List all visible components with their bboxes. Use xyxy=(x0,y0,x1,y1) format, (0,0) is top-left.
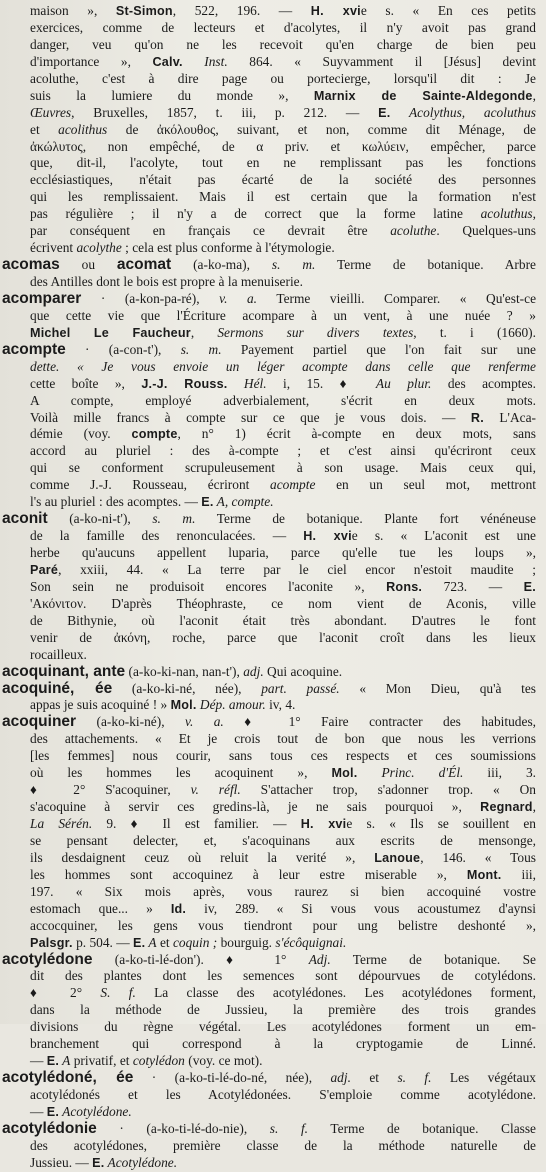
text-run: l's au pluriel : des acomptes. — xyxy=(30,494,202,510)
text-run: Hél. xyxy=(227,375,267,391)
text-run: acoluthus xyxy=(480,206,533,222)
citation-author: E. xyxy=(201,495,214,510)
text-run: ecclésiastiques, n'était pas écarté de la société des personnes xyxy=(30,172,536,188)
text-line xyxy=(30,155,536,172)
text-run: i, 15. ♦ xyxy=(266,375,376,391)
citation-author: E. xyxy=(92,1155,105,1170)
text-run: des Antilles dont le bois est propre à la menuiserie. xyxy=(30,274,303,289)
text-run: v. réfl. xyxy=(190,782,241,798)
text-run: adj. xyxy=(243,663,264,679)
text-run: venir de ἀκόνη, roche, parce que l'aconit croît dans les lieux xyxy=(30,629,536,645)
citation-author: Paré xyxy=(30,562,59,577)
text-run: des acomptes. xyxy=(431,375,536,391)
text-run: , n° 1) écrit à-compte en deux mots, sans xyxy=(177,426,537,442)
text-run: que, dit-il, l'acolyte, tout en ne remplissant pas les fonctions xyxy=(30,155,536,171)
text-run: Terme de botanique. Classe xyxy=(308,1120,536,1136)
text-line xyxy=(30,37,536,54)
text-run: démie (voy. xyxy=(30,426,132,442)
text-run: S. f. xyxy=(100,985,136,1001)
text-line xyxy=(30,1036,536,1053)
text-run: 197. « Six mois après, vous raurez si bien accoquiné vostre xyxy=(30,883,536,899)
text-run: (a-ko-ma), xyxy=(171,257,272,273)
text-run: 723. — xyxy=(422,578,524,594)
text-run: s'acoquine à servir ces gredins-là, je ne sais pourquoi », xyxy=(30,799,481,815)
text-run: coquin ; xyxy=(172,934,218,950)
text-run: (a-ko-ti-lé-don'). ♦ 1° xyxy=(92,951,309,967)
text-run: où les hommes les acoquinent », xyxy=(30,765,332,781)
citation-author: Mol. xyxy=(331,766,358,781)
text-line xyxy=(30,359,536,376)
text-run: s. m. xyxy=(152,511,196,527)
entry-headword-line xyxy=(2,1121,536,1138)
text-line xyxy=(30,1053,536,1070)
entry-headword-line xyxy=(2,291,536,308)
text-line xyxy=(30,782,536,799)
citation-author: Lanoue xyxy=(374,850,421,865)
text-run: s. m. xyxy=(180,341,222,357)
text-run: ἀκώλυτος, non empêché, de α priv. et κωλύειν, empêcher, parce xyxy=(30,138,536,154)
headword: acoquiné, ée xyxy=(2,679,113,697)
text-line xyxy=(30,731,536,748)
text-run: A, compte. xyxy=(213,494,274,510)
text-run: dette. « Je vous envoie un léger acompte dans celle que renferme xyxy=(30,358,536,374)
text-run: La classe des acotylédones. Les acotylédones forment, xyxy=(135,985,536,1001)
text-run: Terme de botanique. Plante fort vénéneuse xyxy=(195,511,536,527)
text-line xyxy=(30,477,536,494)
text-line xyxy=(30,816,536,833)
text-line xyxy=(30,426,536,443)
text-run: danger, veu qu'on ne les recevoit qu'en charge de bien peu xyxy=(30,36,536,52)
text-line xyxy=(30,748,536,765)
text-run: 'Ακόνιτον. D'après Théophraste, ce nom vient de Aconis, ville xyxy=(30,595,536,611)
text-run: · (a-ko-ti-lé-do-né, née), xyxy=(133,1070,331,1086)
text-run: v. a. xyxy=(219,290,258,306)
text-line xyxy=(30,1002,536,1019)
text-run: e s. « En ces petits xyxy=(360,3,537,18)
text-run: Acotylédone. xyxy=(59,1103,132,1119)
headword: acotylédoné, ée xyxy=(2,1069,134,1087)
headword: acoquiner xyxy=(2,713,77,731)
text-run: adj. xyxy=(330,1070,351,1086)
text-run: Terme de botanique. Se xyxy=(330,951,536,967)
text-run: , Bruxelles, 1857, t. iii, p. 212. — xyxy=(71,104,379,120)
text-run: iv, 4. xyxy=(265,697,296,713)
text-line xyxy=(30,1155,536,1172)
text-run: (a-ko-ki-nan, nan-t'), xyxy=(125,663,244,679)
text-run: Son sein ne produisoit encores l'aconite », xyxy=(30,578,387,594)
text-run: iii, xyxy=(501,866,536,882)
text-line xyxy=(30,833,536,850)
text-run: Dép. amour. xyxy=(196,697,266,713)
text-line xyxy=(30,376,536,393)
citation-author: compte xyxy=(131,427,178,442)
text-line xyxy=(30,206,536,223)
entry-headword-line xyxy=(2,257,536,274)
text-run: — xyxy=(30,1053,47,1069)
text-run: acoluthe, c'est à dire page ou portecierge, lorsqu'il dit : Je xyxy=(30,70,536,86)
text-run: Au plur. xyxy=(375,375,432,391)
citation-author: Michel Le Faucheur xyxy=(30,325,191,340)
headword: acomat xyxy=(116,256,172,274)
text-run: , 522, 196. — xyxy=(172,3,311,18)
text-run: · (a-ko-ti-lé-do-nie), xyxy=(96,1120,270,1136)
text-run: [les femmes] nous courir, sans tous ces respects et ces soumissions xyxy=(30,748,536,764)
text-run: les hommes sont accoquinez à leur estre miserable », xyxy=(30,866,467,882)
text-run: et xyxy=(156,934,173,950)
text-run: dit des plantes dont les semences sont dépourvues de cotylédons. xyxy=(30,968,536,984)
text-run: Voilà mille francs à compte sur ce que je vous dois. — xyxy=(30,409,471,425)
text-run: S'attacher trop, s'adonner trop. « On xyxy=(240,782,536,798)
text-run: · (a-con-t'), xyxy=(65,341,181,357)
text-line xyxy=(30,1138,536,1155)
text-line xyxy=(30,3,536,20)
text-run: La Sérén. xyxy=(30,816,93,831)
text-run: accord au pluriel : des à-compte ; et c'est ainsi qu'écriront ceux xyxy=(30,443,536,459)
text-run: A xyxy=(145,934,157,950)
text-run: des acotylédones, première classe de la méthode naturelle de xyxy=(30,1137,536,1153)
text-run: , xyxy=(532,206,536,222)
text-run: (a-ko-ni-t'), xyxy=(47,511,153,527)
text-line xyxy=(30,20,536,37)
text-run: herbe qu'aucuns appellent luparia, parce qu'elle tue les loups », xyxy=(30,545,536,560)
entry-headword-line xyxy=(2,952,536,969)
text-run: Princ. d'Él. xyxy=(357,765,464,781)
text-line xyxy=(30,460,536,477)
headword: acompte xyxy=(2,340,66,358)
text-run: accocquiner, les gens vous tiendront pour ung belistre deshonté », xyxy=(30,917,536,933)
text-line xyxy=(30,393,536,410)
text-run: dans la méthode de Jussieu, la première des trois grandes xyxy=(30,1002,536,1018)
text-run: e s. « Ils se souillent en xyxy=(346,816,537,831)
text-line xyxy=(30,172,536,189)
text-run: par conséquent en français ce devrait être xyxy=(30,223,391,239)
text-line xyxy=(30,274,536,291)
text-run: acoluthe xyxy=(390,223,437,239)
text-run: maison », xyxy=(30,3,116,18)
text-run: 864. « Suyvamment il [Jésus] devint xyxy=(227,53,536,69)
text-line xyxy=(30,918,536,935)
text-run: qui les remplissaient. Mais il est certain que la formation n'est xyxy=(30,189,536,205)
headword: acomas xyxy=(2,256,60,274)
text-run: d'importance », xyxy=(30,53,153,69)
text-run: A compte, employé adverbialement, s'écrit en deux mots. xyxy=(30,392,536,408)
dictionary-text-column xyxy=(2,3,537,1172)
text-line xyxy=(30,579,536,596)
text-line xyxy=(30,850,536,867)
text-run: v. a. xyxy=(185,714,224,730)
text-run: iv, 289. « Si vous vous acoustumez d'aynsi xyxy=(186,900,536,916)
text-line xyxy=(30,545,536,562)
text-run: , xyxy=(532,799,536,815)
citation-author: E. xyxy=(46,1054,60,1069)
text-run: , t. i (1660). xyxy=(413,324,536,340)
text-run: et xyxy=(350,1070,398,1086)
text-line xyxy=(30,71,536,88)
text-run: Œuvres xyxy=(30,104,72,120)
text-line xyxy=(30,325,536,342)
entry-headword-line xyxy=(2,681,536,698)
text-line xyxy=(30,122,536,139)
text-line xyxy=(30,968,536,985)
text-run: A xyxy=(59,1053,71,1069)
text-line xyxy=(30,105,536,122)
citation-author: Palsgr. xyxy=(30,935,73,950)
text-run: s. m. xyxy=(271,257,316,273)
text-run: Acolythus, acoluthus xyxy=(390,104,536,120)
text-run: et xyxy=(30,121,59,137)
citation-author: J.-J. Rouss. xyxy=(141,376,228,391)
text-line xyxy=(30,901,536,918)
text-line xyxy=(30,223,536,240)
text-run: divisions du règne végétal. Les acotylédones forment un em- xyxy=(30,1019,536,1035)
citation-author: Id. xyxy=(170,901,187,916)
text-line xyxy=(30,443,536,460)
headword: acomparer xyxy=(2,289,82,307)
citation-author: H. xvi xyxy=(310,4,361,18)
text-run: ; cela est plus conforme à l'étymologie. xyxy=(121,240,335,256)
text-run: ♦ 1° Faire contracter des habitudes, xyxy=(223,714,536,730)
text-run: ♦ 2° xyxy=(30,985,101,1001)
text-run: (a-ko-ki-né, née), xyxy=(112,680,262,696)
text-run: (a-ko-ki-né), xyxy=(76,714,185,730)
text-run: p. 504. — xyxy=(72,934,133,950)
citation-author: E. xyxy=(132,935,146,950)
text-run: que cette vie que l'Écriture acompare à un vent, à une nuée ? » xyxy=(30,307,536,323)
text-run: suis la lumiere du monde », xyxy=(30,87,314,103)
text-run: Jussieu. — xyxy=(30,1154,93,1170)
citation-author: R. xyxy=(470,410,484,425)
citation-author: E. xyxy=(523,579,536,594)
text-run: cotylédon xyxy=(132,1053,185,1069)
text-run: bourguig. xyxy=(217,934,276,950)
text-run: branchement qui correspond à la cryptogamie de Linné. xyxy=(30,1036,536,1052)
citation-author: Marnix de Sainte-Aldegonde xyxy=(313,88,533,103)
headword: acotylédonie xyxy=(2,1119,97,1137)
text-line xyxy=(30,189,536,206)
text-run: comme J.-J. Rousseau, écriront xyxy=(30,477,271,493)
text-run: acolithus xyxy=(58,121,108,137)
text-run: acompte xyxy=(270,477,316,493)
citation-author: Rons. xyxy=(386,579,423,594)
text-line xyxy=(30,985,536,1002)
text-run: acolythe xyxy=(76,240,122,256)
text-run: , xyxy=(532,87,536,103)
text-line xyxy=(30,528,536,545)
text-line xyxy=(30,1087,536,1104)
citation-author: H. xvi xyxy=(303,529,352,544)
text-run: Acotylédone. xyxy=(104,1154,178,1170)
text-line xyxy=(30,630,536,647)
text-run: s'écôquignai. xyxy=(275,934,347,950)
text-run: Les végétaux xyxy=(431,1070,536,1086)
text-line xyxy=(30,867,536,884)
citation-author: Mol. xyxy=(170,698,197,713)
text-run: e s. « L'aconit est une xyxy=(351,528,536,544)
text-run: pas régulière ; il n'y a de correct que la forme latine xyxy=(30,206,481,222)
text-run: , xyxy=(190,324,218,340)
text-line xyxy=(30,308,536,325)
text-run: qui se conforment scrupuleusement à son usage. Mais ceux qui, xyxy=(30,460,536,476)
text-run: en un seul mot, mettront xyxy=(315,477,536,493)
text-run: de la famille des renonculacées. — xyxy=(30,528,304,544)
text-run: exercices, comme de lecteurs et d'acolytes, il n'y avoit pas grand xyxy=(30,19,536,35)
text-run: se pensant delecter, et, s'acoquinans aux escrits de mensonge, xyxy=(30,832,536,848)
text-line xyxy=(30,88,536,105)
text-run: cette boîte », xyxy=(30,375,142,391)
text-run: Payement partiel que l'on fait sur une xyxy=(221,341,536,357)
text-run: appas je suis acoquiné ! » xyxy=(30,697,171,713)
citation-author: St-Simon xyxy=(115,4,173,18)
text-run: « Mon Dieu, qu'à tes xyxy=(339,680,536,696)
text-run: ou xyxy=(59,257,117,273)
text-run: . Quelques-uns xyxy=(436,223,536,239)
text-run: rocailleux. xyxy=(30,646,87,662)
entry-headword-line xyxy=(2,1070,536,1087)
text-line xyxy=(30,799,536,816)
text-line xyxy=(30,647,536,664)
entry-headword-line xyxy=(2,714,536,731)
text-line xyxy=(30,884,536,901)
text-run: de Bithynie, où l'aconit était très abondant. D'autres le font xyxy=(30,612,536,628)
citation-author: Mont. xyxy=(466,867,502,882)
text-line xyxy=(30,596,536,613)
text-run: acotylédonés et les Acotylédonées. S'emploie comme acotylédone. xyxy=(30,1087,536,1102)
text-run: s. f. xyxy=(397,1070,432,1086)
text-line xyxy=(30,562,536,579)
text-run: part. passé. xyxy=(261,680,340,696)
text-line xyxy=(30,410,536,427)
text-run: — xyxy=(30,1103,47,1119)
text-line xyxy=(30,54,536,71)
text-run: Terme vieilli. Comparer. « Qu'est-ce xyxy=(257,290,537,306)
text-line xyxy=(30,935,536,952)
headword: aconit xyxy=(2,510,48,528)
headword: acoquinant, ante xyxy=(2,662,126,680)
text-run: Terme de botanique. Arbre xyxy=(315,257,536,273)
citation-author: H. xvi xyxy=(300,817,347,831)
text-run: Sermons sur divers textes xyxy=(217,324,414,340)
text-line xyxy=(30,240,536,257)
text-line xyxy=(30,697,536,714)
text-line xyxy=(30,494,536,511)
text-line xyxy=(30,1019,536,1036)
entry-headword-line xyxy=(2,511,536,528)
text-run: écrivent xyxy=(30,240,77,256)
text-run: estomach que... » xyxy=(30,900,171,916)
text-line xyxy=(30,139,536,156)
text-run: , 146. « Tous xyxy=(420,849,536,865)
text-run: Adj. xyxy=(308,951,331,967)
text-run: iii, 3. xyxy=(463,765,536,781)
entry-headword-line xyxy=(2,664,536,681)
text-run: de ἀκόλουθος, suivant, et non, comme dit Ménage, de xyxy=(107,121,536,137)
text-run: ils desdaignent ceuz où reluit la verité », xyxy=(30,849,375,865)
text-run: ♦ 2° S'acoquiner, xyxy=(30,782,191,798)
citation-author: Calv. xyxy=(152,54,183,69)
text-run: Qui acoquine. xyxy=(263,663,343,679)
text-run: privatif, et xyxy=(70,1053,133,1069)
text-line xyxy=(30,613,536,630)
text-run: Inst. xyxy=(182,53,228,69)
text-run: (voy. ce mot). xyxy=(184,1053,263,1069)
citation-author: E. xyxy=(378,105,391,120)
text-run: des attachements. « Et je crois tout de bon que nous les verrions xyxy=(30,731,536,747)
citation-author: E. xyxy=(46,1104,60,1119)
text-run: L'Aca- xyxy=(483,409,536,425)
text-line xyxy=(30,1104,536,1121)
text-run: , xxiii, 44. « La terre par le ciel encor n'estoit maudite ; xyxy=(58,561,536,577)
text-run: · (a-kon-pa-ré), xyxy=(81,290,220,306)
headword: acotylédone xyxy=(2,950,93,968)
text-run: s. f. xyxy=(269,1120,309,1136)
entry-headword-line xyxy=(2,342,536,359)
text-line xyxy=(30,765,536,782)
citation-author: Regnard xyxy=(480,800,533,815)
text-run: 9. ♦ Il est familier. — xyxy=(92,816,301,831)
